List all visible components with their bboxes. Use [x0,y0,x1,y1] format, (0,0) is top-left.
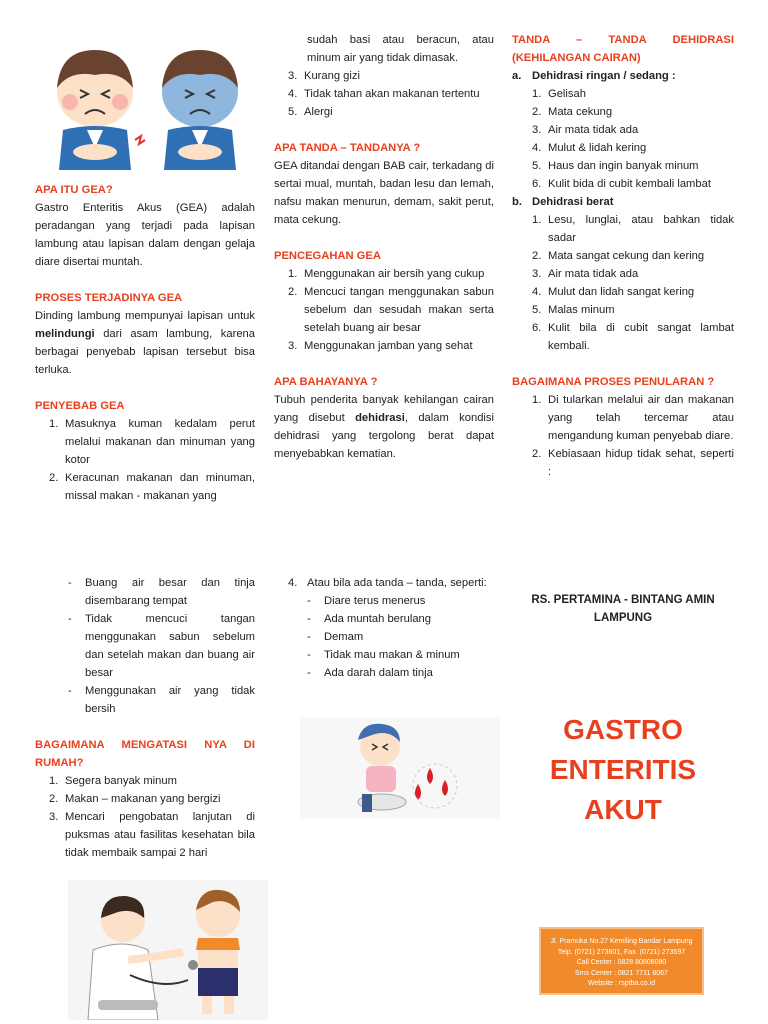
list-item: 4. Mulut dan lidah sangat kering [532,286,695,298]
section-title-proses: PROSES TERJADINYA GEA [35,292,183,304]
proses-text: Dinding lambung mempunyai lapisan untuk melindungi dari asam lambung, karena berbagai penyebab lapisan tersebut bisa terluka. [35,310,255,376]
penyebab-list-continued [274,67,494,121]
section-title-tanda: APA TANDA – TANDANYA ? [274,142,421,154]
section-title-dehidrasi: TANDA – TANDA DEHIDRASI (KEHILANGAN CAIRAN) [512,34,734,64]
section-title-pencegahan: PENCEGAHAN GEA [274,250,381,262]
cover-title [512,710,734,830]
list-item: - Buang air besar dan tinja disembarang tempat [68,577,255,607]
dehidrasi-berat-title: b. Dehidrasi berat [512,196,614,208]
list-item: - Tidak mencuci tangan menggunakan sabun sebelum dan setelah makan dan buang air besar [68,613,255,679]
list-item: 1. Lesu, lunglai, atau bahkan tidak sadar [532,214,734,244]
list-item: 3. Air mata tidak ada [532,268,639,280]
list-item: 4. Tidak tahan akan makanan tertentu [288,88,480,100]
bahaya-text: Tubuh penderita banyak kehilangan cairan yang disebut dehidrasi, dalam kondisi dehidrasi yang tergolong berat dapat menyebabkan kematian. [274,394,494,460]
list-item: 1. Di tularkan melalui air dan makanan yang telah tercemar atau mengandung kuman penyebab diare. [532,394,734,442]
section-title-bahaya: APA BAHAYANYA ? [274,376,378,388]
list-item: 3. Mencari pengobatan lanjutan di puksmas atau fasilitas kesehatan bila tidak membaik sampai 2 hari [49,811,255,859]
list-item: 1. Menggunakan air bersih yang cukup [288,268,485,280]
panel-1 [35,30,255,176]
address-box [539,927,704,995]
panel-3 [512,31,734,481]
hospital-name [512,591,734,627]
list-item: 6. Kulit bila di cubit sangat lambat kembali. [532,322,734,352]
penularan-list [512,391,734,481]
doctor-illustration [68,880,268,1020]
list-item: 2. Kebiasaan hidup tidak sehat, seperti : [532,448,734,478]
list-item: - Ada darah dalam tinja [307,667,433,679]
list-item: 3. Menggunakan jamban yang sehat [288,340,473,352]
kebiasaan-list [35,574,255,718]
diarrhea-illustration [300,718,500,818]
list-item: 4. Atau bila ada tanda – tanda, seperti: [288,577,487,589]
section-title-apa-itu: APA ITU GEA? [35,184,113,196]
address-line: Website : rsptba.co.id [587,980,656,987]
list-item: - Ada muntah berulang [307,613,431,625]
cover-title-line-3: AKUT [584,794,662,825]
cover-title-line-1: GASTRO [563,714,683,745]
berat-list [512,211,734,355]
hospital-line-1: RS. PERTAMINA - BINTANG AMIN [531,594,715,606]
list-item: 5. Alergi [288,106,333,118]
list-item: 2. Mencuci tangan menggunakan sabun sebelum dan sesudah makan serta setelah buang air besar [288,286,494,334]
address-line: Jl. Pramuka No.27 Kemiling Bandar Lampung [550,938,693,945]
stomachache-illustration [35,30,255,170]
tanda-text: GEA ditandai dengan BAB cair, terkadang di sertai mual, muntah, badan lesu dan lemah, nafsu makan menurun, demam, sakit perut, mata cekung. [274,160,494,226]
panel-2 [274,31,494,463]
list-item: - Demam [307,631,364,643]
list-item: 3. Kurang gizi [288,70,360,82]
list-item: 2. Makan – makanan yang bergizi [49,793,221,805]
list-item: 5. Malas minum [532,304,615,316]
cover-title-line-2: ENTERITIS [549,754,697,785]
list-item: - Diare terus menerus [307,595,426,607]
list-item: 3. Air mata tidak ada [532,124,639,136]
address-line: Call Center : 0828 80808080 [576,959,667,966]
list-item: 1. Gelisah [532,88,586,100]
list-item: - Menggunakan air yang tidak bersih [68,685,255,715]
pencegahan-list [274,265,494,355]
list-item: 2. Mata cekung [532,106,613,118]
penyebab-list [35,415,255,505]
address-line: Telp. (0721) 273601, Fax. (0721) 273597 [557,948,686,956]
panel-5 [274,574,494,682]
tanda-bahaya-list [274,592,494,682]
list-item: 5. Haus dan ingin banyak minum [532,160,699,172]
list-item: 6. Kulit bida di cubit kembali lambat [532,178,711,190]
address-line: Sms Center : 0821 7711 8067 [575,969,668,977]
mengatasi-list [35,772,255,862]
dehidrasi-ringan-title: a. Dehidrasi ringan / sedang : [512,70,676,82]
list-item: 1. Masuknya kuman kedalam perut melalui makanan dan minuman yang kotor [49,418,255,466]
list-item: - Tidak mau makan & minum [307,649,460,661]
hospital-line-2: LAMPUNG [593,612,653,624]
apa-itu-text: Gastro Enteritis Akus (GEA) adalah peradangan yang terjadi pada lapisan lambung atau lapisan dalam dengan gelaja diare disertai muntah. [35,202,255,268]
section-title-penyebab: PENYEBAB GEA [35,400,125,412]
panel-1-text [35,181,255,505]
penularan-list-continued [274,574,494,592]
list-item: 4. Mulut & lidah kering [532,142,647,154]
section-title-mengatasi: BAGAIMANA MENGATASI NYA DI RUMAH? [35,739,255,769]
panel-4 [35,574,255,862]
list-item: 2. Keracunan makanan dan minuman, missal makan - makanan yang [49,472,255,502]
list-item: 1. Segera banyak minum [49,775,177,787]
list-item: 2. Mata sangat cekung dan kering [532,250,705,262]
ringan-list [512,85,734,193]
penyebab-continued: sudah basi atau beracun, atau minum air yang tidak dimasak. [307,34,494,64]
section-title-penularan: BAGAIMANA PROSES PENULARAN ? [512,376,715,388]
